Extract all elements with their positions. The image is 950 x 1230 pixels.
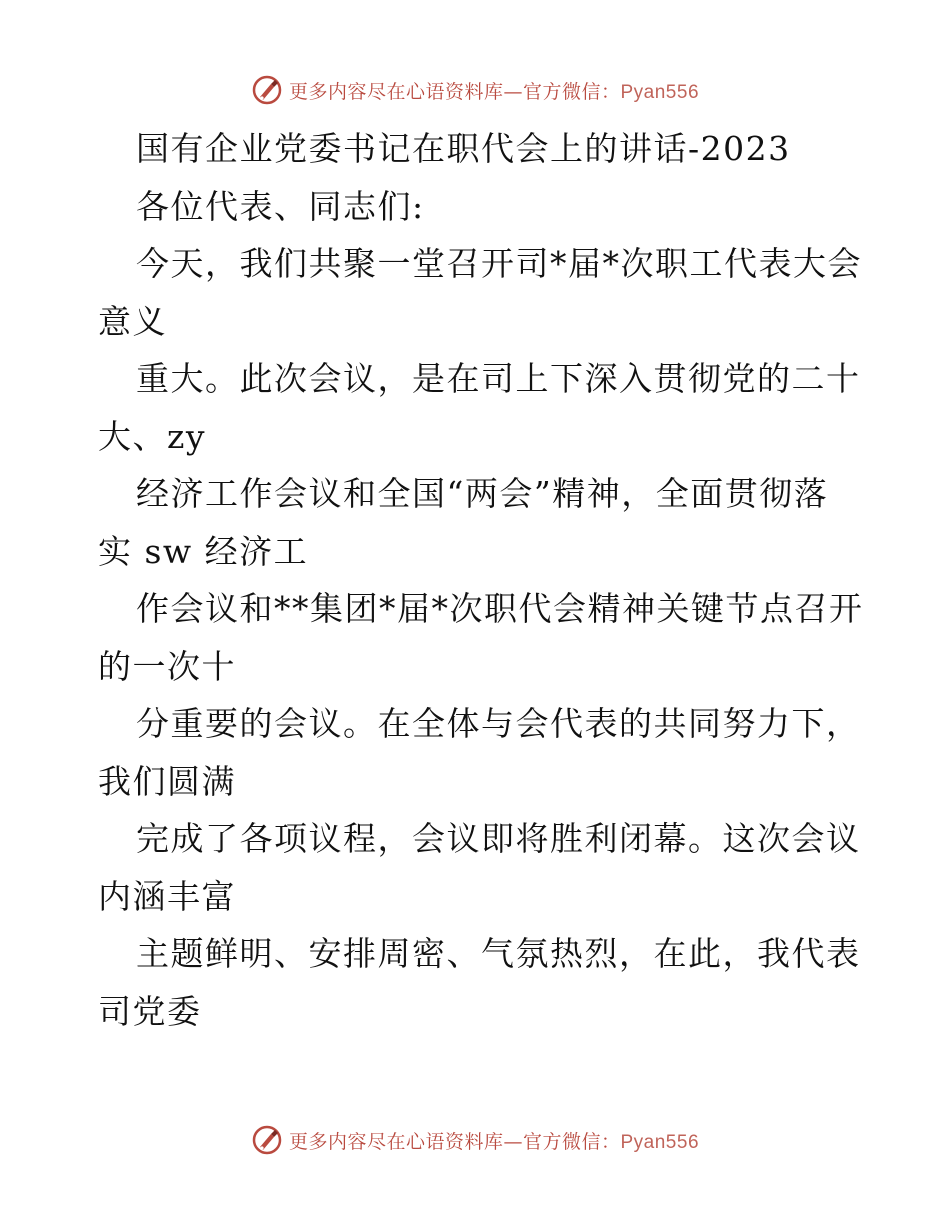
banner-wechat-label: 官方微信： bbox=[522, 80, 621, 103]
text-line: 作会议和**集团*届*次职代会精神关键节点召开 bbox=[136, 589, 864, 628]
footer-banner bbox=[0, 1120, 950, 1160]
banner-dash: — bbox=[503, 80, 523, 103]
salutation: 各位代表、同志们: bbox=[136, 186, 425, 226]
text-line: 完成了各项议程，会议即将胜利闭幕。这次会议 bbox=[136, 819, 861, 858]
text-line: 大、zy bbox=[98, 416, 207, 456]
text-line: 经济工作会议和全国“两会”精神，全面贯彻落 bbox=[136, 474, 829, 513]
footer-banner-content bbox=[251, 1124, 699, 1156]
header-banner-content bbox=[251, 74, 699, 106]
document-title: 国有企业党委书记在职代会上的讲话-2023 bbox=[136, 129, 791, 168]
text-line: 的一次十 bbox=[98, 646, 236, 686]
banner-wechat-label: 官方微信： bbox=[522, 1130, 621, 1153]
pen-logo-icon bbox=[251, 1124, 283, 1156]
banner-wechat-id: Pyan556 bbox=[620, 1131, 700, 1153]
header-banner-text bbox=[289, 77, 699, 104]
document-body bbox=[98, 120, 864, 1040]
text-line: 意义 bbox=[98, 301, 167, 341]
text-line: 分重要的会议。在全体与会代表的共同努力下， bbox=[136, 704, 861, 743]
banner-dash: — bbox=[503, 1130, 523, 1153]
text-line: 内涵丰富 bbox=[98, 876, 236, 916]
text-line: 实 sw 经济工 bbox=[98, 531, 309, 571]
banner-wechat-id: Pyan556 bbox=[620, 81, 700, 103]
text-line: 今天，我们共聚一堂召开司*届*次职工代表大会 bbox=[136, 244, 862, 283]
text-line: 重大。此次会议，是在司上下深入贯彻党的二十 bbox=[136, 359, 861, 398]
banner-site-name: 更多内容尽在心语资料库 bbox=[288, 80, 504, 103]
pen-logo-icon bbox=[251, 74, 283, 106]
banner-site-name: 更多内容尽在心语资料库 bbox=[288, 1130, 504, 1153]
text-line: 主题鲜明、安排周密、气氛热烈，在此，我代表 bbox=[136, 934, 861, 973]
text-line: 司党委 bbox=[98, 991, 202, 1031]
header-banner bbox=[0, 70, 950, 110]
footer-banner-text bbox=[289, 1127, 699, 1154]
text-line: 我们圆满 bbox=[98, 761, 236, 801]
